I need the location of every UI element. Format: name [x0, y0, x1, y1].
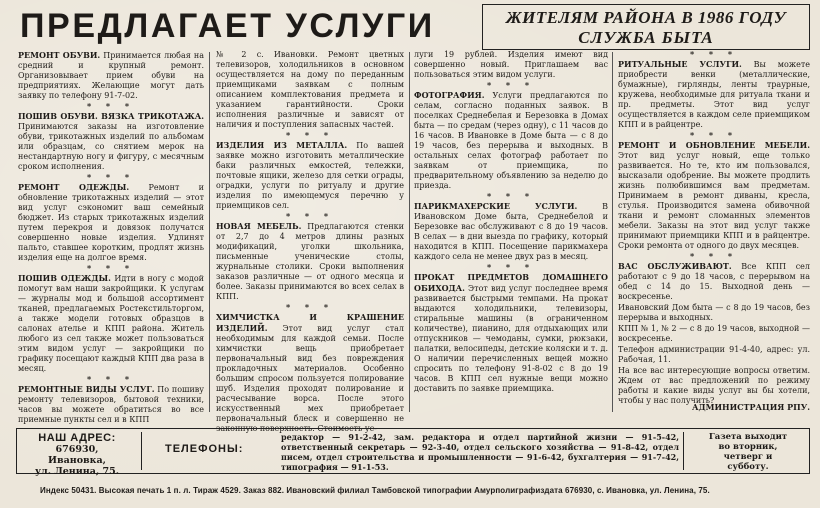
schedule-line: четверг и	[723, 452, 773, 462]
article-title: ПОШИВ ОДЕЖДЫ.	[18, 273, 111, 283]
separator: * * *	[689, 49, 739, 59]
article-text: Идти в ногу с модой помогут вам наши закройщики. К услугам — журналы мод и большой ассортимент тканей, предлагаемых Ростекстильторгом, а также модели готовых образцов в салонах ателье и КПП района. Житель любого из сел также может пользоваться этим видом услуг — закройщики по графику посещают каждый КПП два раза в месяц.	[18, 274, 204, 373]
footer-divider	[141, 432, 142, 470]
article-title: РИТУАЛЬНЫЕ УСЛУГИ.	[618, 59, 742, 69]
article-shoe-repair	[18, 50, 204, 101]
article-text: Услуги предлагаются по селам, согласно поданных заявок. В поселках Среднебелая и Березовка в Домах быта — по средам (через одну), с 11 часов до 16 часов. В Ивановке в Доме быта — с 8 до 19 часов, без перерыва и выходных. В остальных селах фотограф работает по заявкам от приемщика, по предварительному объявлению за неделю до приезда.	[414, 91, 608, 190]
separator: * * *	[486, 80, 536, 90]
article-clothes-repair	[18, 182, 204, 263]
column-divider	[409, 52, 410, 412]
article-dry-cleaning	[216, 312, 404, 434]
article-hairdresser	[414, 201, 608, 262]
article-service-hours	[618, 261, 810, 302]
footer-box	[16, 428, 810, 477]
article-title: ПОШИВ ОБУВИ. ВЯЗКА ТРИКОТАЖА.	[18, 111, 204, 121]
article-title: РЕМОНТ ОДЕЖДЫ.	[18, 182, 130, 192]
column-4	[618, 50, 810, 414]
article-admin-phone	[618, 345, 810, 365]
article-text: № 2 с. Ивановки. Ремонт цветных телевизоров, холодильников в основном осуществляется на дому по переданным приемщиками заявкам с полным описанием комплектования предмета и указанием гарантийности. Сроки исполнения различные и зависят от наличия и поступления запасных частей.	[216, 50, 404, 129]
article-text: КПП № 1, № 2 — с 8 до 19 часов, выходной — воскресенье.	[618, 324, 810, 343]
address-line: 676930, Ивановка,	[48, 444, 106, 466]
article-text: По пошиву ремонту телевизоров, бытовой техники, часов вы можете обратиться во все приемные пункты сел и в КПП	[18, 385, 204, 424]
article-furniture-repair	[618, 140, 810, 251]
schedule-line: Газета выходит	[708, 432, 788, 442]
article-text: Ремонт и обновление трикотажных изделий — этот вид услуг сэкономит ваш семейный бюджет. Из старых трикотажных изделий путем перекроя и довязок получатся совершенно новые изделия. Удлинят пальто, ставшее коротким, продлят жизнь изделия еще на долгое время.	[18, 183, 204, 262]
separator: * * *	[689, 251, 739, 261]
article-rental	[414, 272, 608, 394]
schedule-line: субботу.	[727, 462, 769, 472]
column-3	[414, 50, 608, 414]
article-text: Предлагаются стенки от 2,7 до 4 метров длины разных модификаций, уголки школьника, письменные ученические столы, журнальные столики. Сроки выполнения заказов различные — от одного месяца и более. Заказы принимаются во всех селах в КПП.	[216, 222, 404, 301]
article-title: НОВАЯ МЕБЕЛЬ.	[216, 221, 302, 231]
article-service-hours-kpp	[618, 324, 810, 344]
column-2	[216, 50, 404, 433]
article-title: ПАРИКМАХЕРСКИЕ УСЛУГИ.	[414, 201, 578, 211]
header-box	[482, 4, 810, 50]
article-text: На все вас интересующие вопросы ответим. Ждем от вас предложений по режиму работы и какие виды услуг вы бы хотели, чтобы у нас получить?	[618, 366, 810, 405]
article-title: ФОТОГРАФИЯ.	[414, 90, 485, 100]
separator: * * *	[86, 263, 136, 273]
separator: * * *	[285, 130, 335, 140]
article-title: ИЗДЕЛИЯ ИЗ МЕТАЛЛА.	[216, 140, 348, 150]
article-text: По вашей заявке можно изготовить металлические баки различных емкостей, тележки, почтовые ящики, железо для сетки ограды, оградки, услуги по ритуалу и другие изделия по имеющемуся перечню у приемщиков сел.	[216, 141, 404, 210]
header-box-line1: ЖИТЕЛЯМ РАЙОНА В 1986 ГОДУ	[505, 8, 786, 27]
article-clothes-sewing	[18, 273, 204, 374]
signature: АДМИНИСТРАЦИЯ РПУ.	[692, 402, 810, 412]
article-text: Телефон администрации 91-4-40, адрес: ул. Рабочая, 11.	[618, 345, 810, 364]
separator: * * *	[86, 172, 136, 182]
article-new-furniture	[216, 221, 404, 302]
article-title: ПРОКАТ ПРЕДМЕТОВ ДОМАШНЕГО ОБИХОДА.	[414, 272, 608, 293]
phones-label: ТЕЛЕФОНЫ:	[165, 443, 244, 455]
article-text: луги 19 рублей. Изделия имеют вид совершенно новый. Приглашаем вас пользоваться этим видом услуги.	[414, 50, 608, 79]
footer-address	[27, 433, 127, 477]
article-service-hours-house	[618, 303, 810, 323]
separator: * * *	[689, 130, 739, 140]
column-divider	[612, 52, 613, 412]
address-label: НАШ АДРЕС:	[38, 432, 116, 444]
article-text: Вы можете приобрести венки (металлические, бумажные), гирлянды, ленты траурные, кружева, необходимые для ритуала ткани и пр. предметы. Этот вид услуг осуществляется в каждом селе приемщиком КПП и в райцентре.	[618, 60, 811, 129]
article-text: Ивановский Дом быта — с 8 до 19 часов, без перерыва и выходных.	[618, 303, 810, 322]
article-title: РЕМОНТНЫЕ ВИДЫ УСЛУГ.	[18, 384, 155, 394]
separator: * * *	[285, 211, 335, 221]
article-shoe-sewing	[18, 111, 204, 172]
article-text: В Ивановском Доме быта, Среднебелой и Березовке вас обслуживают с 8 до 19 часов. В селах — в дни выезда по графику, который находится в КПП. Посещение парикмахера каждого села не менее двух раз в месяц.	[414, 202, 608, 261]
article-text: Этот вид услуг последнее время развивается быстрыми темпами. На прокат выдаются холодильники, телевизоры, стиральные машины (в ограниченном количестве), пианино, для отдыхающих или отпускников — чемоданы, сумки, рюкзаки, палатки, велосипеды, детские коляски и т. д. О наличии перечисленных вещей можно спросить по телефону 91-8-02 с 8 до 19 часов. В КПП сел нужные вещи можно доставить по заявке приемщика.	[414, 284, 608, 393]
separator: * * *	[486, 191, 536, 201]
article-text: Этот вид услуг стал необходимым для каждой семьи. После химчистки вещь приобретает первоначальный вид без повреждения прокладочных материалов. Особенно большим спросом пользуется полирование шуб. Изделия проходят полирование и расчесывание ворса. После этого искусственный мех приобретает первоначальный блеск и совершенно не законную поверхность. Стоимость ус-	[216, 324, 404, 433]
separator: * * *	[285, 302, 335, 312]
separator: * * *	[86, 101, 136, 111]
separator: * * *	[86, 374, 136, 384]
header-box-line2: СЛУЖБА БЫТА	[578, 28, 714, 47]
article-ritual-services	[618, 59, 810, 130]
separator: * * *	[486, 262, 536, 272]
article-text: Принимается любая на средний и крупный ремонт. Организовывает прием обуви на предприятиях. Желающие могут дать заявку по телефону 91-7-02.	[18, 51, 204, 100]
article-dry-cleaning-continued	[414, 50, 608, 80]
article-metal-goods	[216, 140, 404, 211]
address-line: ул. Ленина, 75.	[34, 466, 120, 477]
publication-schedule	[689, 432, 807, 472]
footer-divider	[683, 432, 684, 470]
article-title: ХИМЧИСТКА И КРАШЕНИЕ ИЗДЕЛИЙ.	[216, 312, 404, 333]
schedule-line: во вторник,	[718, 442, 778, 452]
article-title: ВАС ОБСЛУЖИВАЮТ.	[618, 261, 732, 271]
column-1	[18, 50, 204, 424]
page-headline: ПРЕДЛАГАЕТ УСЛУГИ	[20, 7, 435, 45]
article-title: РЕМОНТ И ОБНОВЛЕНИЕ МЕБЕЛИ.	[618, 140, 810, 150]
column-divider	[209, 52, 210, 412]
article-text: Принимаются заказы на изготовление обуви, трикотажных изделий по альбомам или образцам, со снятием мерок на нестандартную ногу и фигуру, с месячным сроком исполнения.	[18, 122, 204, 171]
phones-list: редактор — 91-2-42, зам. редактора и отдел партийной жизни — 91-5-42, ответственный секретарь — 92-3-40, отдел сельского хозяйства — 91-8-42, отдел писем, отдел строительства и промышленности — 91-6-42, бухгалтерия — 91-7-42, типография — 91-1-53.	[281, 432, 679, 472]
article-text: Все КПП сел работают с 9 до 18 часов, с перерывом на обед с 14 до 15. Выходной день — воскресенье.	[618, 262, 810, 301]
article-repair-services	[18, 384, 204, 425]
article-repair-continued	[216, 50, 404, 130]
article-photography	[414, 90, 608, 191]
imprint-line: Индекс 50431. Высокая печать 1 п. л. Тираж 4529. Заказ 882. Ивановский филиал Тамбовской типографии Амурполиграфиздата 676930, с. Ивановка, ул. Ленина, 75.	[40, 486, 710, 495]
article-title: РЕМОНТ ОБУВИ.	[18, 50, 101, 60]
article-text: Этот вид услуг новый, еще только развивается. Но те, кто им пользовался, высказали одобрение. Вы можете продлить жизнь полюбившимся вам предметам. Принимаем в ремонт диваны, кресла, стулья. Производится замена обивочной ткани и ремонт сломанных элементов мебели. Заказы на этот вид услуг также принимают приемщики КПП и в райцентре. Сроки ремонта от одного до двух месяцев.	[618, 151, 810, 250]
article-feedback	[618, 366, 810, 406]
